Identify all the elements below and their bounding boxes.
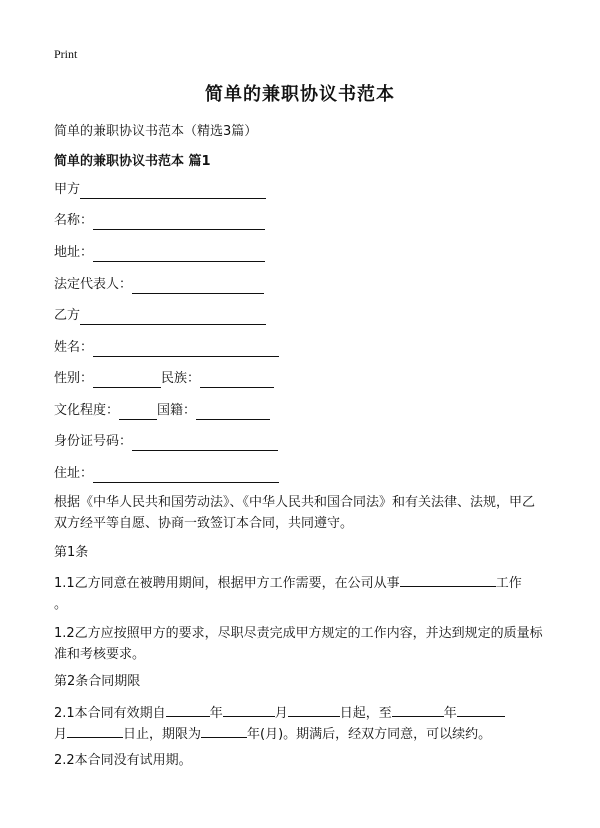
ethnicity-blank (200, 373, 274, 388)
clause-2-1-start: 2.1本合同有效期自 (54, 706, 166, 721)
party-a-label: 甲方 (54, 182, 81, 197)
end-month-blank-a (457, 703, 505, 717)
party-a-blank (80, 184, 266, 199)
id-number-blank (132, 436, 278, 451)
clause-1-2: 1.2乙方应按照甲方的要求，尽职尽责完成甲方规定的工作内容，并达到规定的质量标准和考核要求。 (54, 626, 543, 662)
fullname-blank (93, 342, 279, 357)
fullname-label: 姓名： (54, 340, 94, 355)
party-b-blank (80, 310, 266, 325)
clause-2-1-tail: 年(月)。期满后，经双方同意，可以续约。 (247, 727, 492, 742)
field-fullname (54, 339, 279, 357)
residence-label: 住址： (54, 466, 94, 481)
field-education-nationality (54, 402, 270, 420)
document-title: 简单的兼职协议书范本 (205, 84, 395, 105)
day-from-label: 日起，至 (339, 706, 392, 721)
party-b-label: 乙方 (54, 308, 81, 323)
field-party-b (54, 307, 266, 325)
field-id-number (54, 433, 278, 451)
field-residence (54, 465, 279, 483)
gender-label: 性别： (54, 371, 94, 386)
end-day-blank (67, 724, 123, 738)
residence-blank (93, 468, 279, 483)
article-1-title: 第1条 (54, 545, 89, 560)
address-label: 地址： (54, 245, 94, 260)
clause-1-1-end: 。 (54, 597, 68, 612)
clause-2-1 (54, 703, 544, 745)
education-blank (119, 405, 157, 420)
field-legal-rep (54, 276, 264, 294)
start-month-blank (223, 703, 275, 717)
month-label-2: 月 (54, 727, 68, 742)
intro-paragraph: 根据《中华人民共和国劳动法》、《中华人民共和国合同法》和有关法律、法规，甲乙双方经平等自愿、协商一致签订本合同，共同遵守。 (54, 495, 536, 531)
education-label: 文化程度： (54, 403, 120, 418)
term-blank (201, 724, 247, 738)
nationality-blank (196, 405, 270, 420)
clause-2-2: 2.2本合同没有试用期。 (54, 753, 192, 768)
gender-blank (93, 373, 161, 388)
start-year-blank (166, 703, 210, 717)
year-label-2: 年 (443, 706, 457, 721)
name-blank (93, 215, 265, 230)
legal-rep-blank (132, 279, 264, 294)
legal-rep-label: 法定代表人： (54, 277, 133, 292)
section-title: 简单的兼职协议书范本 篇1 (54, 154, 211, 169)
start-day-blank (288, 703, 340, 717)
print-label: Print (54, 47, 78, 61)
year-label: 年 (209, 706, 223, 721)
id-number-label: 身份证号码： (54, 434, 133, 449)
end-year-blank (392, 703, 444, 717)
name-label: 名称： (54, 213, 94, 228)
clause-1-1 (54, 573, 544, 615)
clause-1-1-text: 1.1乙方同意在被聘用期间，根据甲方工作需要，在公司从事 (54, 576, 400, 591)
month-label: 月 (274, 706, 288, 721)
job-blank (400, 573, 496, 587)
clause-1-1-job: 工作 (495, 576, 522, 591)
day-to-label: 日止，期限为 (123, 727, 202, 742)
nationality-label: 国籍： (157, 403, 197, 418)
ethnicity-label: 民族： (161, 371, 201, 386)
field-name (54, 212, 265, 230)
field-address (54, 244, 265, 262)
article-2-title: 第2条合同期限 (54, 674, 141, 689)
field-party-a (54, 181, 266, 199)
document-subtitle: 简单的兼职协议书范本（精选3篇） (54, 124, 258, 139)
field-gender-ethnicity (54, 370, 274, 388)
address-blank (93, 247, 265, 262)
